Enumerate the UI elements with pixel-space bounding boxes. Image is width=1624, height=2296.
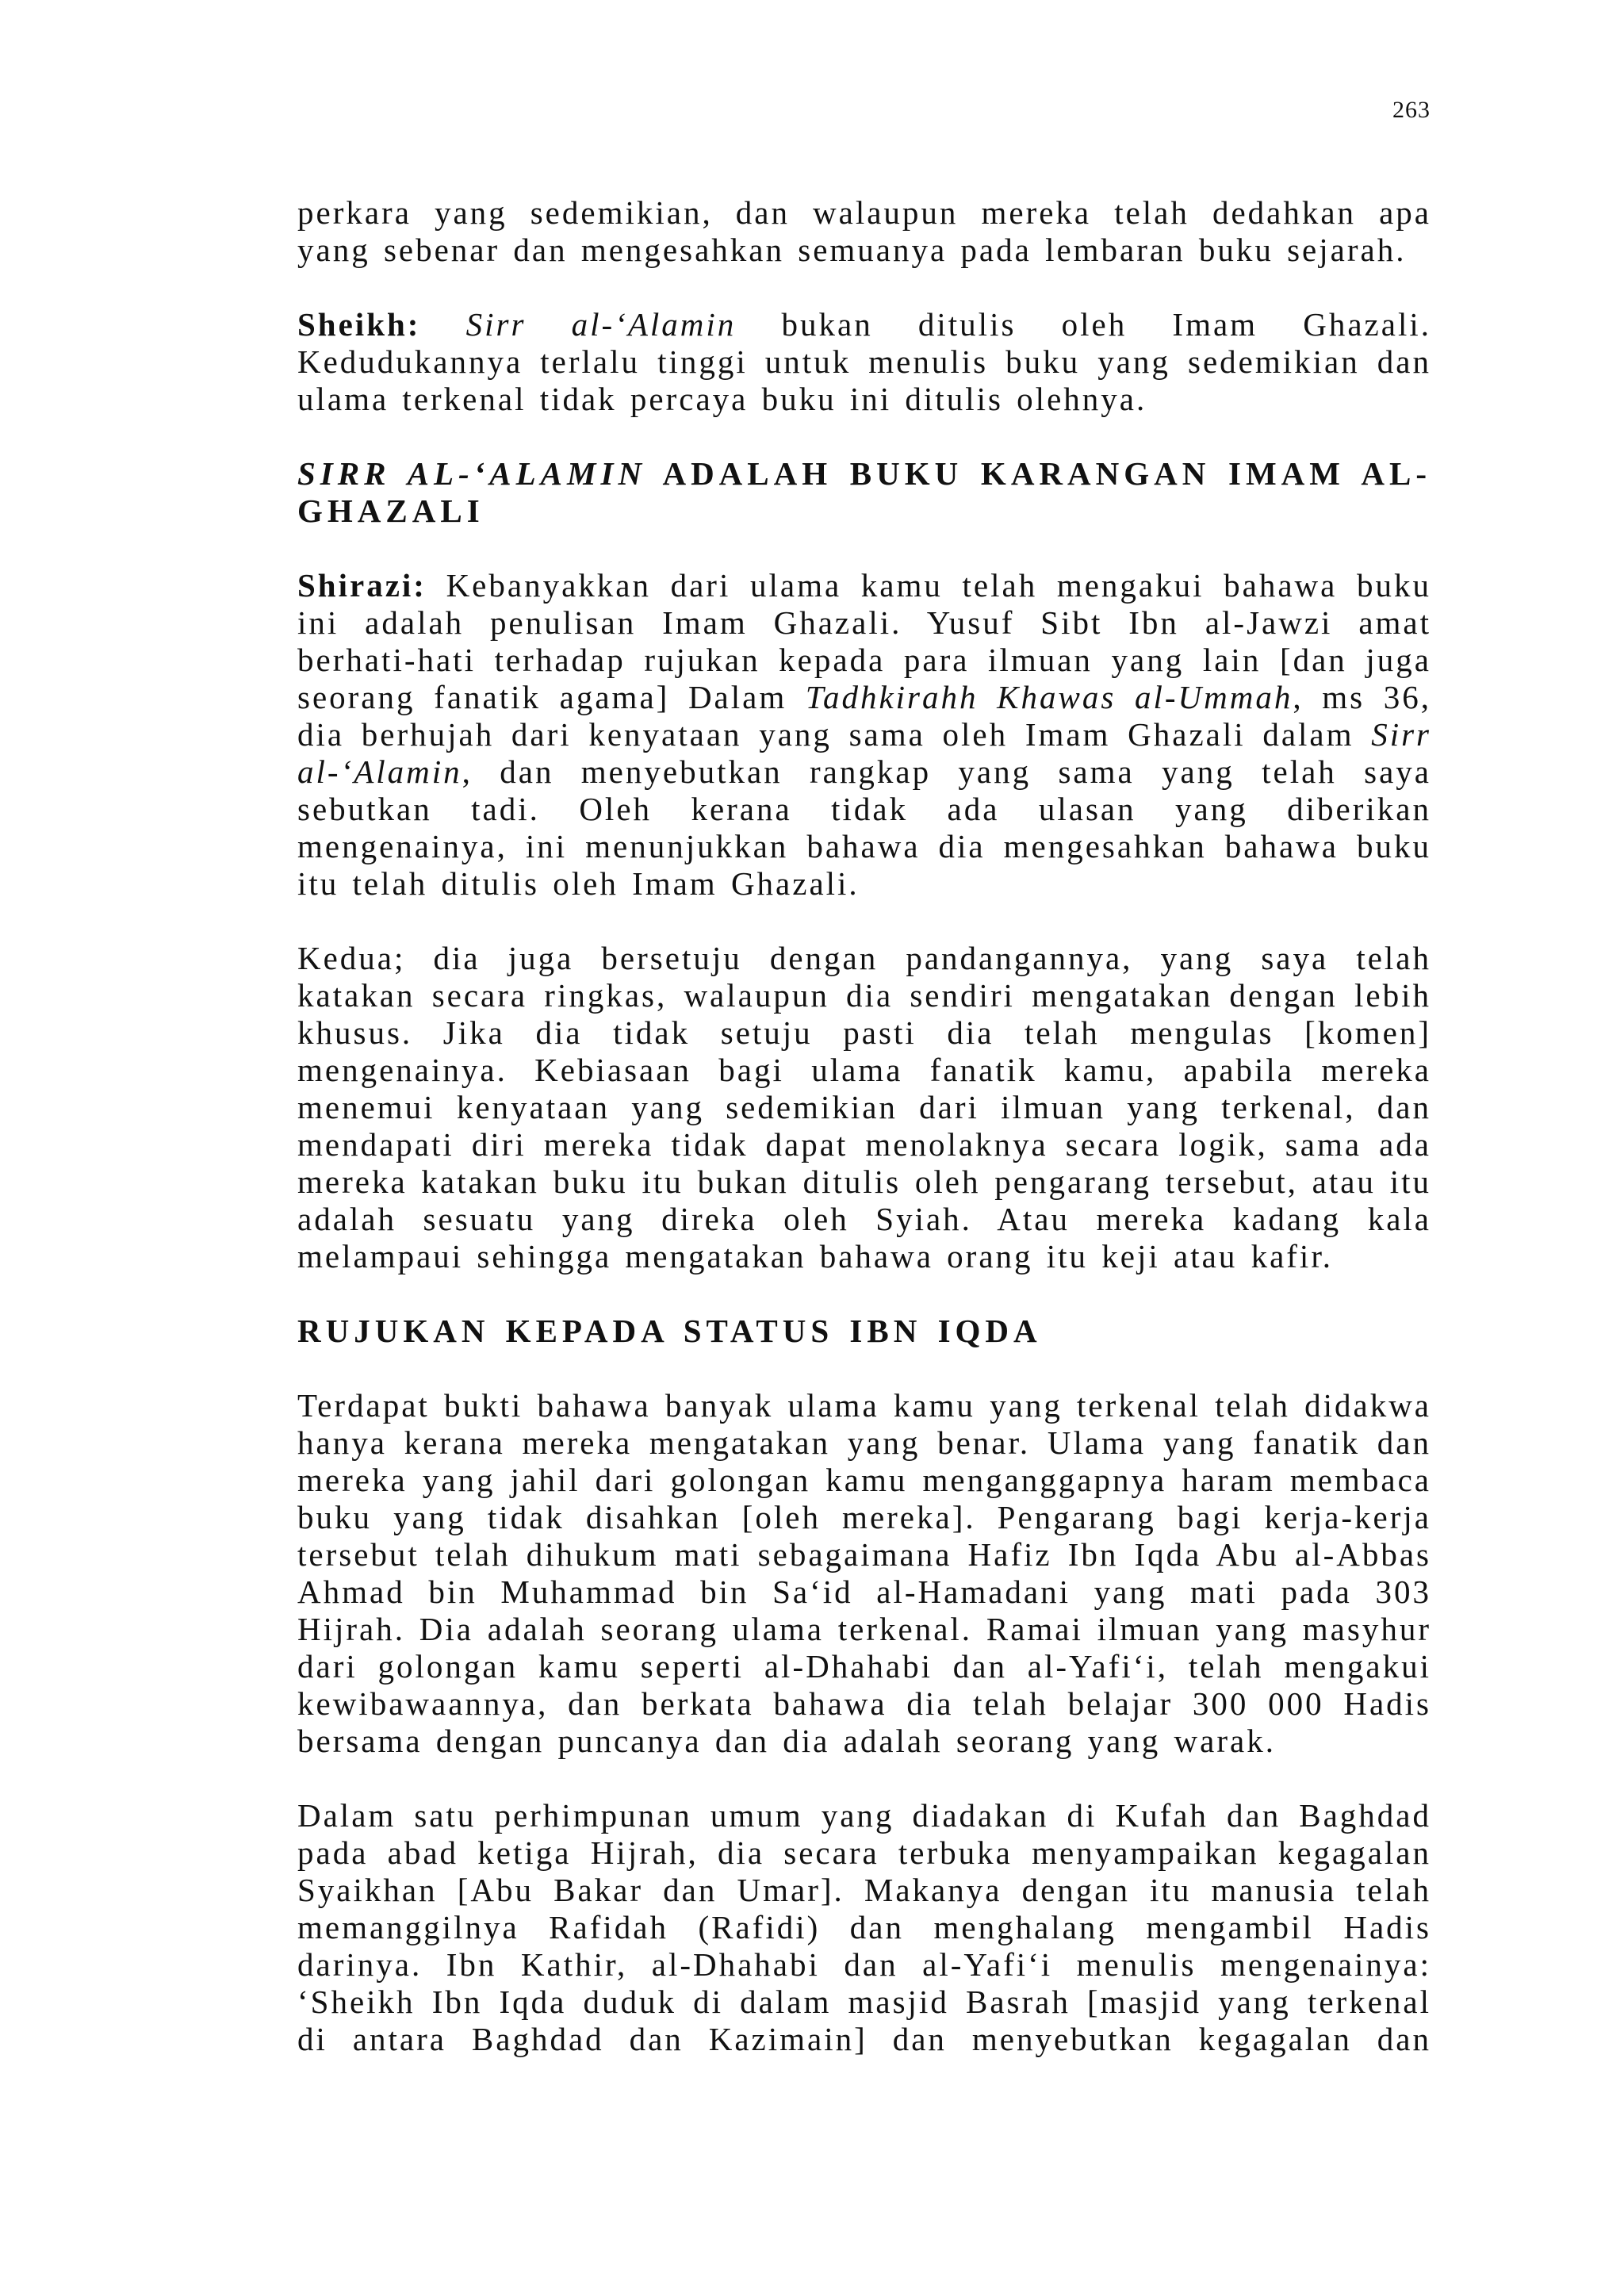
paragraph-dalam-satu-perhimpunan xyxy=(297,1797,1431,2058)
paragraph-text: perkara yang sedemikian, dan walaupun mereka telah dedahkan apa yang sebenar dan mengesahkan semuanya pada lembaran buku sejarah. xyxy=(297,194,1431,268)
paragraph-terdapat-bukti xyxy=(297,1387,1431,1760)
book-title: Tadhkirahh Khawas al-Ummah xyxy=(805,679,1293,715)
paragraph-text: bukan ditulis oleh Imam Ghazali. Kedudukannya terlalu tinggi untuk menulis buku yang sedemikian dan ulama terkenal tidak percaya buku ini ditulis olehnya. xyxy=(297,306,1431,417)
heading-text: RUJUKAN KEPADA STATUS IBN IQDA xyxy=(297,1313,1042,1349)
paragraph-text: Terdapat bukti bahawa banyak ulama kamu yang terkenal telah didakwa hanya kerana mereka mengatakan yang benar. Ulama yang fanatik dan mereka yang jahil dari golongan kamu menganggapnya haram membaca buku yang tidak disahkan [oleh mereka]. Pengarang bagi kerja-kerja tersebut telah dihukum mati sebagaimana Hafiz Ibn Iqda Abu al-Abbas Ahmad bin Muhammad bin Sa‘id al-Hamadani yang mati pada 303 Hijrah. Dia adalah seorang ulama terkenal. Ramai ilmuan yang masyhur dari golongan kamu seperti al-Dhahabi dan al-Yafi‘i, telah mengakui kewibawaannya, dan berkata bahawa dia telah belajar 300 000 Hadis bersama dengan puncanya dan dia adalah seorang yang warak. xyxy=(297,1387,1431,1759)
page-number: 263 xyxy=(1392,97,1431,123)
section-heading-sirr-al-alamin xyxy=(297,455,1431,530)
speaker-label: Sheikh: xyxy=(297,306,421,343)
paragraph-text: Dalam satu perhimpunan umum yang diadakan di Kufah dan Baghdad pada abad ketiga Hijrah, dia secara terbuka menyampaikan kegagalan Syaikhan [Abu Bakar dan Umar]. Makanya dengan itu manusia telah memanggilnya Rafidah (Rafidi) dan menghalang mengambil Hadis darinya. Ibn Kathir, al-Dhahabi dan al-Yafi‘i menulis mengenainya: ‘Sheikh Ibn Iqda duduk di dalam masjid Basrah [masjid yang terkenal di antara Baghdad dan Kazimain] dan menyebutkan kegagalan dan xyxy=(297,1797,1431,2057)
book-title: Sirr al-‘Alamin xyxy=(465,306,737,343)
section-heading-ibn-iqda xyxy=(297,1313,1431,1350)
paragraph-shirazi xyxy=(297,567,1431,903)
paragraph-text: , dan menyebutkan rangkap yang sama yang telah saya sebutkan tadi. Oleh kerana tidak ada ulasan yang diberikan mengenainya, ini menunjukkan bahawa dia mengesahkan bahawa buku itu telah ditulis oleh Imam Ghazali. xyxy=(297,753,1431,902)
paragraph-text: Kebanyakkan dari ulama kamu telah mengakui bahawa buku ini adalah penulisan Imam Ghazali. Yusuf Sibt Ibn al-Jawzi amat berhati-hati terhadap rujukan kepada para ilmuan yang lain [dan juga seorang fanatik agama] Dalam xyxy=(297,567,1431,715)
speaker-label: Shirazi: xyxy=(297,567,427,604)
page-body xyxy=(297,194,1431,2095)
paragraph-text: , ms 36, dia berhujah dari kenyataan yang sama oleh Imam Ghazali dalam xyxy=(297,679,1431,753)
paragraph-sheikh xyxy=(297,306,1431,418)
heading-text: ADALAH BUKU KARANGAN IMAM AL-GHAZALI xyxy=(297,455,1432,529)
paragraph-text: Kedua; dia juga bersetuju dengan pandangannya, yang saya telah katakan secara ringkas, walaupun dia sendiri mengatakan dengan lebih khusus. Jika dia tidak setuju pasti dia telah mengulas [komen] mengenainya. Kebiasaan bagi ulama fanatik kamu, apabila mereka menemui kenyataan yang sedemikian dari ilmuan yang terkenal, dan mendapati diri mereka tidak dapat menolaknya secara logik, sama ada mereka katakan buku itu bukan ditulis oleh pengarang tersebut, atau itu adalah sesuatu yang direka oleh Syiah. Atau mereka kadang kala melampaui sehingga mengatakan bahawa orang itu keji atau kafir. xyxy=(297,940,1431,1274)
book-title: Sirr al-‘Alamin xyxy=(297,716,1431,790)
paragraph-continuation xyxy=(297,194,1431,269)
heading-book-title: SIRR AL-‘ALAMIN xyxy=(297,455,647,492)
paragraph-kedua xyxy=(297,940,1431,1275)
